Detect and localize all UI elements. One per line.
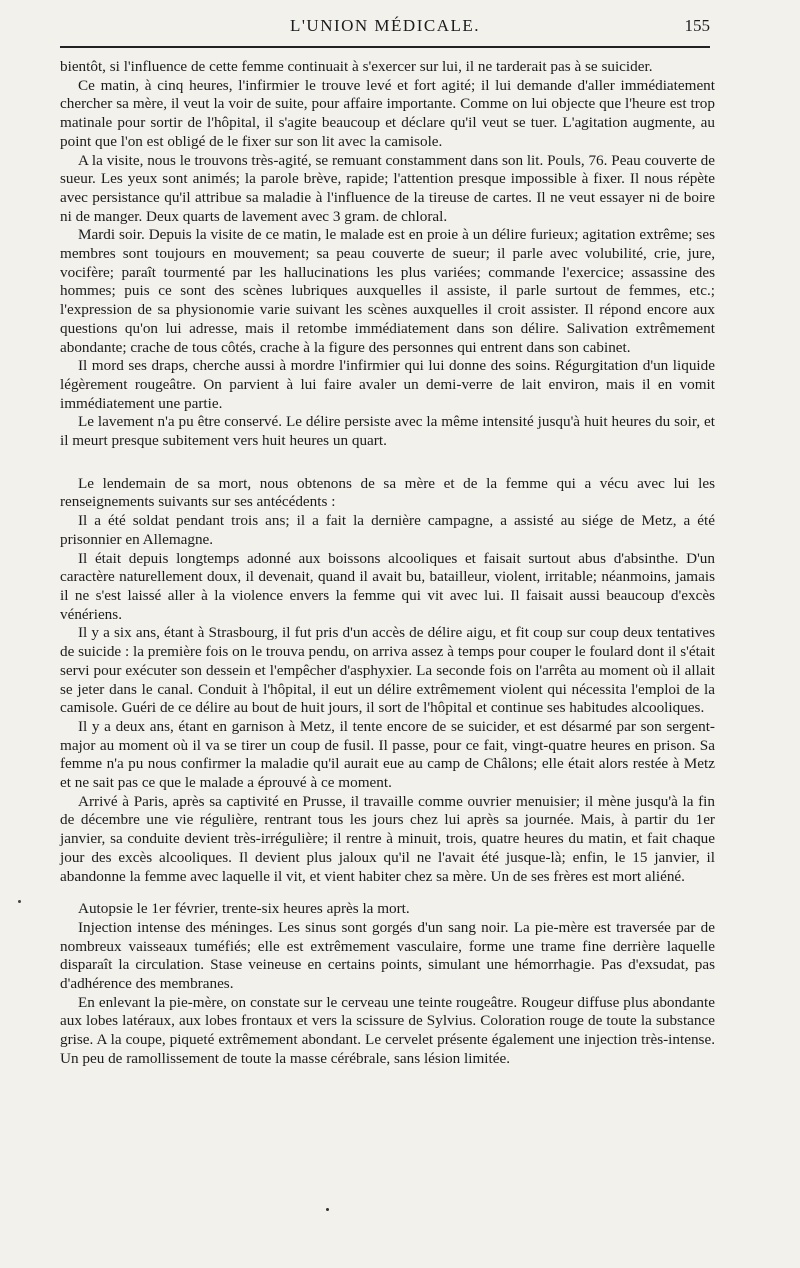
paragraph: Ce matin, à cinq heures, l'infirmier le trouve levé et fort agité; il lui demande d'aller immédiatement chercher sa mère, il veut la voir de suite, pour affaire importante. Comme on lui objecte que l'heure est trop matinale pour sortir de l'hôpital, il s'agite beaucoup et déclare qu'il veut se tuer. L'agitation augmente, au point que l'on est obligé de le fixer sur son lit avec la camisole. <box>60 76 715 150</box>
antecedents-section <box>60 475 715 886</box>
section-separator <box>60 886 715 900</box>
paragraph: Il a été soldat pendant trois ans; il a fait la dernière campagne, a assisté au siége de Metz, a été prisonnier en Allemagne. <box>60 512 715 548</box>
paragraph: Il y a deux ans, étant en garnison à Metz, il tente encore de se suicider, et est désarmé par son sergent-major au moment où il va se tirer un coup de fusil. Il passe, pour ce fait, vingt-quatre heures en prison. Sa femme n'a pu nous confirmer la maladie qu'il aurait eue au camp de Châlons; elle était alors restée à Metz et ne sait pas ce que le malade a éprouvé à ce moment. <box>60 717 715 792</box>
paragraph: Le lavement n'a pu être conservé. Le délire persiste avec la même intensité jusqu'à huit heures du soir, et il meurt presque subitement vers huit heures un quart. <box>60 413 715 450</box>
paragraph: Mardi soir. Depuis la visite de ce matin, le malade est en proie à un délire furieux; agitation extrême; ses membres sont toujours en mouvement; sa peau couverte de sueur; il parle avec volubilité, crie, jure, vocifère; paraît tourmenté par les hallucinations les plus variées; commande l'exercice; assassine des hommes; puis ce sont des scènes lubriques auxquelles il assiste, il parle surtout de femmes, etc.; l'expression de sa physionomie varie suivant les scènes auxquelles il croit assister. Il répond encore aux questions qu'on lui adresse, mais il retombe immédiatement dans son délire. Salivation extrêmement abondante; crache de tous côtés, crache à la figure des personnes qui entrent dans son cabinet. <box>60 226 715 356</box>
section-separator <box>60 451 715 475</box>
paragraph: A la visite, nous le trouvons très-agité, se remuant constamment dans son lit. Pouls, 76. Peau couverte de sueur. Les yeux sont animés; la parole brève, rapide; l'attention presque impossible à fixer. Il nous répète avec persistance qu'il attribue sa maladie à l'influence de la tireuse de cartes. Il ne veut essayer ni de boire ni de manger. Deux quarts de lavement avec 3 gram. de chloral. <box>60 151 715 225</box>
autopsy-section <box>60 900 715 1068</box>
page-header <box>60 16 710 42</box>
clinical-observation-section <box>60 58 715 451</box>
print-speck <box>326 1208 329 1211</box>
page-number: 155 <box>684 16 710 35</box>
paragraph: Injection intense des méninges. Les sinus sont gorgés d'un sang noir. La pie-mère est traversée par de nombreux vaisseaux tuméfiés; elle est extrêmement vasculaire, forme une trame fine derrière laquelle disparaît la circulation. Stase veineuse en certains points, simulant une hémorrhagie. Pas d'exsudat, pas d'adhérence des membranes. <box>60 918 715 993</box>
paragraph: bientôt, si l'influence de cette femme continuait à s'exercer sur lui, il ne tarderait pas à se suicider. <box>60 58 653 75</box>
paragraph: Arrivé à Paris, après sa captivité en Prusse, il travaille comme ouvrier menuisier; il mène jusqu'à la fin de décembre une vie régulière, rentrant tous les jours chez lui après sa journée. Mais, à partir du 1er janvier, sa conduite devient très-irrégulière; il rentre à minuit, trois, quatre heures du matin, et fait chaque jour des excès alcooliques. Il devient plus jaloux qu'il ne l'avait été jusque-là; enfin, le 15 janvier, il abandonne la femme avec laquelle il vit, et vient habiter chez sa mère. Un de ses frères est mort aliéné. <box>60 792 715 885</box>
header-rule <box>60 46 710 48</box>
paragraph: Il mord ses draps, cherche aussi à mordre l'infirmier qui lui donne des soins. Régurgitation d'un liquide légèrement rougeâtre. On parvient à lui faire avaler un demi-verre de lait environ, mais il en vomit immédiatement une partie. <box>60 357 715 412</box>
paragraph: Il était depuis longtemps adonné aux boissons alcooliques et faisait surtout abus d'absinthe. D'un caractère naturellement doux, il devenait, quand il avait bu, batailleur, violent, irritable; néanmoins, jamais il ne s'est laissé aller à la violence envers la femme qui vit avec lui. Il faisait aussi beaucoup d'excès vénériens. <box>60 549 715 623</box>
paragraph: Il y a six ans, étant à Strasbourg, il fut pris d'un accès de délire aigu, et fit coup sur coup deux tentatives de suicide : la première fois on le trouva pendu, on arriva assez à temps pour couper le foulard dont il s'était servi pour exécuter son dessein et l'empêcher d'asphyxier. La seconde fois on l'arrêta au moment où il allait se jeter dans le canal. Conduit à l'hôpital, il eut un délire extrêmement violent qui nécessita l'emploi de la camisole. Guéri de ce délire au bout de huit jours, il sort de l'hôpital et continue ses habitudes alcooliques. <box>60 624 715 717</box>
paragraph: Autopsie le 1er février, trente-six heures après la mort. <box>78 900 410 918</box>
paragraph: Le lendemain de sa mort, nous obtenons de sa mère et de la femme qui a vécu avec lui les renseignements suivants sur ses antécédents : <box>60 474 715 511</box>
running-title: L'UNION MÉDICALE. <box>289 16 481 35</box>
body-text <box>60 58 715 1069</box>
paragraph: En enlevant la pie-mère, on constate sur le cerveau une teinte rougeâtre. Rougeur diffuse plus abondante aux lobes latéraux, aux lobes frontaux et vers la scissure de Sylvius. Coloration rouge de toute la substance grise. A la coupe, piqueté extrêmement abondant. Le cervelet présente également une injection très-intense. Un peu de ramollissement de toute la masse cérébrale, sans lésion limitée. <box>60 993 715 1067</box>
print-speck <box>18 900 21 903</box>
